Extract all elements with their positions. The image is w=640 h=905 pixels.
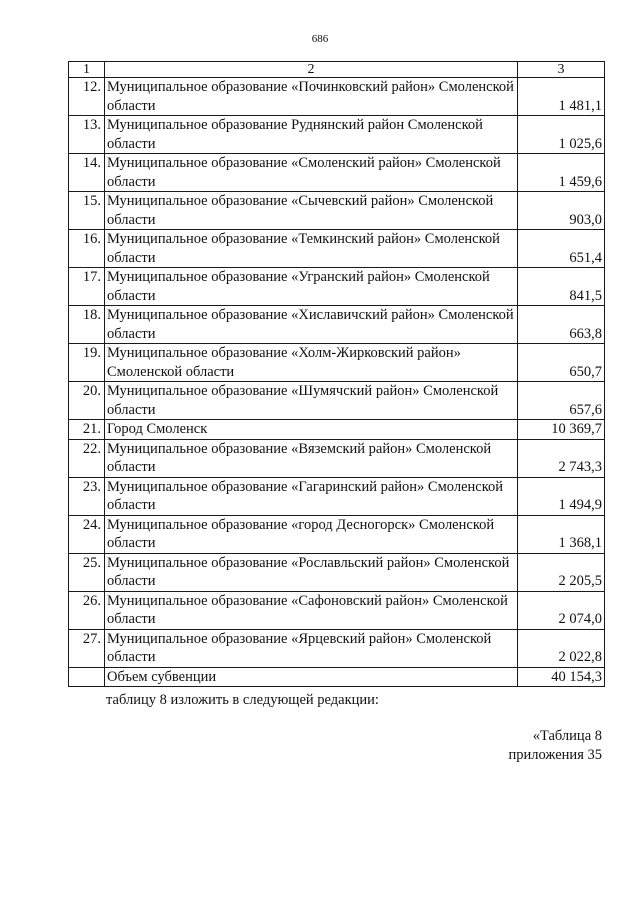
row-name: Муниципальное образование «Хиславичский район» Смоленской области: [105, 306, 518, 344]
row-name: Муниципальное образование Руднянский район Смоленской области: [105, 116, 518, 154]
page-number: 686: [311, 33, 329, 45]
table-row: [69, 116, 605, 154]
row-value: 650,7: [518, 344, 605, 382]
table-row: [69, 344, 605, 382]
row-value: 10 369,7: [518, 420, 605, 440]
row-number: 26.: [69, 591, 105, 629]
subsidy-table: [68, 61, 605, 687]
row-number: 14.: [69, 154, 105, 192]
total-label: Объем субвенции: [105, 667, 518, 687]
row-name: Муниципальное образование «Гагаринский район» Смоленской области: [105, 477, 518, 515]
row-number: 16.: [69, 230, 105, 268]
row-number: 18.: [69, 306, 105, 344]
table-row: [69, 420, 605, 440]
table-row: [69, 382, 605, 420]
row-number: 19.: [69, 344, 105, 382]
table-total-row: [69, 667, 605, 687]
row-name: Муниципальное образование «Темкинский район» Смоленской области: [105, 230, 518, 268]
header-col-3: 3: [518, 62, 605, 78]
table-row: [69, 230, 605, 268]
row-number: 27.: [69, 629, 105, 667]
row-number: 13.: [69, 116, 105, 154]
row-name: Муниципальное образование «Вяземский район» Смоленской области: [105, 439, 518, 477]
table-row: [69, 553, 605, 591]
row-name: Муниципальное образование «Рославльский район» Смоленской области: [105, 553, 518, 591]
row-value: 1 025,6: [518, 116, 605, 154]
table-row: [69, 439, 605, 477]
row-name: Муниципальное образование «Ярцевский район» Смоленской области: [105, 629, 518, 667]
row-name: Муниципальное образование «город Десногорск» Смоленской области: [105, 515, 518, 553]
row-number: 22.: [69, 439, 105, 477]
row-number: 21.: [69, 420, 105, 440]
row-number: 25.: [69, 553, 105, 591]
header-col-1: 1: [69, 62, 105, 78]
row-value: 2 205,5: [518, 553, 605, 591]
table-row: [69, 629, 605, 667]
row-number: 24.: [69, 515, 105, 553]
row-number: 20.: [69, 382, 105, 420]
row-name: Муниципальное образование «Шумячский район» Смоленской области: [105, 382, 518, 420]
table-row: [69, 192, 605, 230]
row-value: 2 074,0: [518, 591, 605, 629]
row-name: Муниципальное образование «Холм-Жирковский район» Смоленской области: [105, 344, 518, 382]
row-name: Муниципальное образование «Сафоновский район» Смоленской области: [105, 591, 518, 629]
table-row: [69, 477, 605, 515]
row-name: Муниципальное образование «Угранский район» Смоленской области: [105, 268, 518, 306]
row-value: 903,0: [518, 192, 605, 230]
row-number: 12.: [69, 78, 105, 116]
row-value: 1 481,1: [518, 78, 605, 116]
table-caption-appendix: приложения 35: [508, 747, 602, 763]
row-value: 1 494,9: [518, 477, 605, 515]
row-value: 651,4: [518, 230, 605, 268]
table-row: [69, 154, 605, 192]
row-number: 17.: [69, 268, 105, 306]
row-number: 15.: [69, 192, 105, 230]
table-row: [69, 268, 605, 306]
row-value: 2 022,8: [518, 629, 605, 667]
instruction-text: таблицу 8 изложить в следующей редакции:: [106, 692, 379, 708]
row-name: Муниципальное образование «Починковский район» Смоленской области: [105, 78, 518, 116]
total-number: [69, 667, 105, 687]
table-row: [69, 306, 605, 344]
row-value: 841,5: [518, 268, 605, 306]
row-value: 663,8: [518, 306, 605, 344]
row-number: 23.: [69, 477, 105, 515]
row-name: Город Смоленск: [105, 420, 518, 440]
row-value: 1 368,1: [518, 515, 605, 553]
row-name: Муниципальное образование «Смоленский район» Смоленской области: [105, 154, 518, 192]
table-row: [69, 515, 605, 553]
row-value: 2 743,3: [518, 439, 605, 477]
row-name: Муниципальное образование «Сычевский район» Смоленской области: [105, 192, 518, 230]
row-value: 657,6: [518, 382, 605, 420]
table-caption-title: «Таблица 8: [532, 728, 602, 744]
table-row: [69, 591, 605, 629]
table-row: [69, 78, 605, 116]
header-col-2: 2: [105, 62, 518, 78]
table-header-row: [69, 62, 605, 78]
total-value: 40 154,3: [518, 667, 605, 687]
row-value: 1 459,6: [518, 154, 605, 192]
